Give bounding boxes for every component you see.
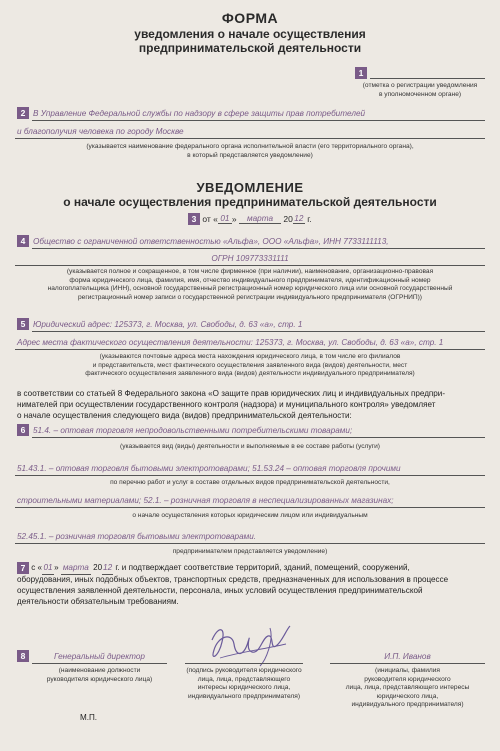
notice-year[interactable]: 12 — [294, 214, 304, 223]
authority-caption: (указывается наименование федерального органа исполнительной власти (его территориального органа), в который представляется уведомление) — [86, 143, 414, 159]
position-value[interactable]: Генеральный директор — [54, 652, 145, 661]
form-title-line1: уведомления о начале осуществления — [134, 27, 366, 41]
form-title-line2: предпринимательской деятельности — [138, 41, 362, 55]
start-date-quote: » — [54, 563, 59, 573]
signature-image — [200, 620, 295, 668]
date-quote: » — [231, 214, 237, 224]
start-day[interactable]: 01 — [42, 563, 54, 575]
name-value[interactable]: И.П. Иванов — [384, 652, 431, 661]
stamp-label: М.П. — [80, 713, 98, 722]
address-line2-underline — [15, 349, 485, 350]
notice-subtitle: о начале осуществления предпринимательской деятельности — [63, 195, 437, 209]
field-number-5: 5 — [17, 318, 29, 330]
activity-caption3: о начале осуществления которых юридическим лицом или индивидуальным — [132, 512, 368, 519]
activity-line4-underline — [15, 543, 485, 544]
registration-mark-line[interactable] — [370, 78, 485, 79]
notice-month[interactable]: марта — [239, 214, 281, 224]
address-caption: (указываются почтовые адреса места нахождения юридического лица, в том числе его филиалов и представительств, мест фактического осуществления заявленного вида (видов) деятельности, мест фактического осуществления заявленного вида (видов) деятельности индивидуального предпринимателя) — [85, 353, 415, 378]
position-underline — [32, 663, 167, 664]
date-prefix: от « — [202, 214, 218, 224]
company-name-line1[interactable]: Общество с ограниченной ответственностью «Альфа», ООО «Альфа», ИНН 7733111113, — [33, 237, 389, 246]
position-caption: (наименование должности руководителя юридического лица) — [46, 667, 153, 683]
activity-caption4: предпринимателем представляется уведомление) — [172, 548, 328, 555]
registration-mark-caption: (отметка о регистрации уведомления в уполномоченном органе) — [362, 82, 478, 98]
activity-line2-underline — [15, 475, 485, 476]
notice-title: УВЕДОМЛЕНИЕ — [196, 180, 304, 195]
field-number-6: 6 — [17, 424, 29, 436]
field-number-4: 4 — [17, 235, 29, 247]
compliance-text: оборудования, иных подобных объектов, транспортных средств, предназначенных для использования в процессе осуществления заявленной деятельности, персонала, иных условий осуществления предпринимательской деятельности обязательным требованиям. — [17, 575, 449, 606]
year-prefix: 20 — [283, 214, 293, 224]
authority-line2-underline — [15, 138, 485, 139]
company-caption: (указывается полное и сокращенное, в том числе фирменное (при наличии), наименование, организационно-правовая форма юридического лица, фамилия, имя, отчество индивидуального предпринимателя, идентификационный номер налогоплательщика (ИНН), основной государственный регистрационный номер юридического лица или основной государственный регистрационный номер записи о государственной регистрации индивидуального предпринимателя (ОГРНИП)) — [47, 268, 453, 301]
company-line2-underline — [15, 265, 485, 266]
field-number-1: 1 — [355, 67, 367, 79]
field-number-3: 3 — [188, 213, 200, 225]
activity-caption2: по перечню работ и услуг в составе отдельных видов предпринимательской деятельности, — [110, 479, 390, 486]
address-line1-underline — [32, 331, 485, 332]
start-year[interactable]: 12 — [102, 563, 113, 575]
company-line1-underline — [32, 248, 485, 249]
start-year-prefix: 20 — [93, 563, 103, 573]
start-date-row — [17, 562, 410, 575]
name-caption: (инициалы, фамилия руководителя юридического лица, лица, представляющего интересы юридического лица, индивидуального предпринимателя) — [345, 667, 470, 709]
signature-caption: (подпись руководителя юридического лица, лица, представляющего интересы юридического лица, индивидуального предпринимателя) — [186, 667, 302, 700]
activity-line4[interactable]: 52.45.1. – розничная торговля бытовыми электротоварами. — [17, 532, 257, 541]
activity-line2[interactable]: 51.43.1. – оптовая торговля бытовыми электротоварами; 51.53.24 – оптовая торговля прочими — [17, 464, 401, 473]
start-date-suffix: г. и подтверждает соответствие территорий, зданий, помещений, сооружений, — [115, 563, 410, 573]
field-number-7: 7 — [17, 562, 29, 574]
field-number-2: 2 — [17, 107, 29, 119]
activity-line1-underline — [32, 437, 485, 438]
field-number-8: 8 — [17, 650, 29, 662]
actual-address[interactable]: Адрес места фактического осуществления деятельности: 125373, г. Москва, ул. Свободы, д. 63 «а», стр. 1 — [17, 338, 444, 347]
law-reference-text: в соответствии со статьей 8 Федерального закона «О защите прав юридических лиц и индивидуальных предпри- нимателей при осуществлении государственного контроля (надзора) и муниципального контроля» уведомляет о начале осуществления следующего вида (видов) предпринимательской деятельности: — [17, 389, 446, 420]
authority-name-line1[interactable]: В Управление Федеральной службы по надзору в сфере защиты прав потребителей — [33, 109, 366, 118]
year-suffix: г. — [307, 214, 312, 224]
start-month[interactable]: марта — [61, 563, 91, 575]
notice-day[interactable]: 01 — [218, 214, 232, 224]
form-word: ФОРМА — [221, 10, 279, 26]
activity-line3[interactable]: строительными материалами; 52.1. – розничная торговля в неспециализированных магазинах; — [17, 496, 394, 505]
signature-underline[interactable] — [185, 663, 303, 664]
activity-line1[interactable]: 51.4. – оптовая торговля непродовольственными потребительскими товарами; — [33, 426, 353, 435]
notice-date-row — [188, 213, 312, 226]
name-underline — [330, 663, 485, 664]
legal-address[interactable]: Юридический адрес: 125373, г. Москва, ул. Свободы, д. 63 «а», стр. 1 — [33, 320, 303, 329]
company-name-line2[interactable]: ОГРН 109773331111 — [211, 254, 289, 263]
authority-line1-underline — [32, 120, 485, 121]
start-date-prefix: с « — [31, 563, 43, 573]
activity-caption1: (указывается вид (виды) деятельности и выполняемые в ее составе работы (услуги) — [120, 443, 380, 450]
authority-name-line2[interactable]: и благополучия человека по городу Москве — [17, 127, 184, 136]
activity-line3-underline — [15, 507, 485, 508]
